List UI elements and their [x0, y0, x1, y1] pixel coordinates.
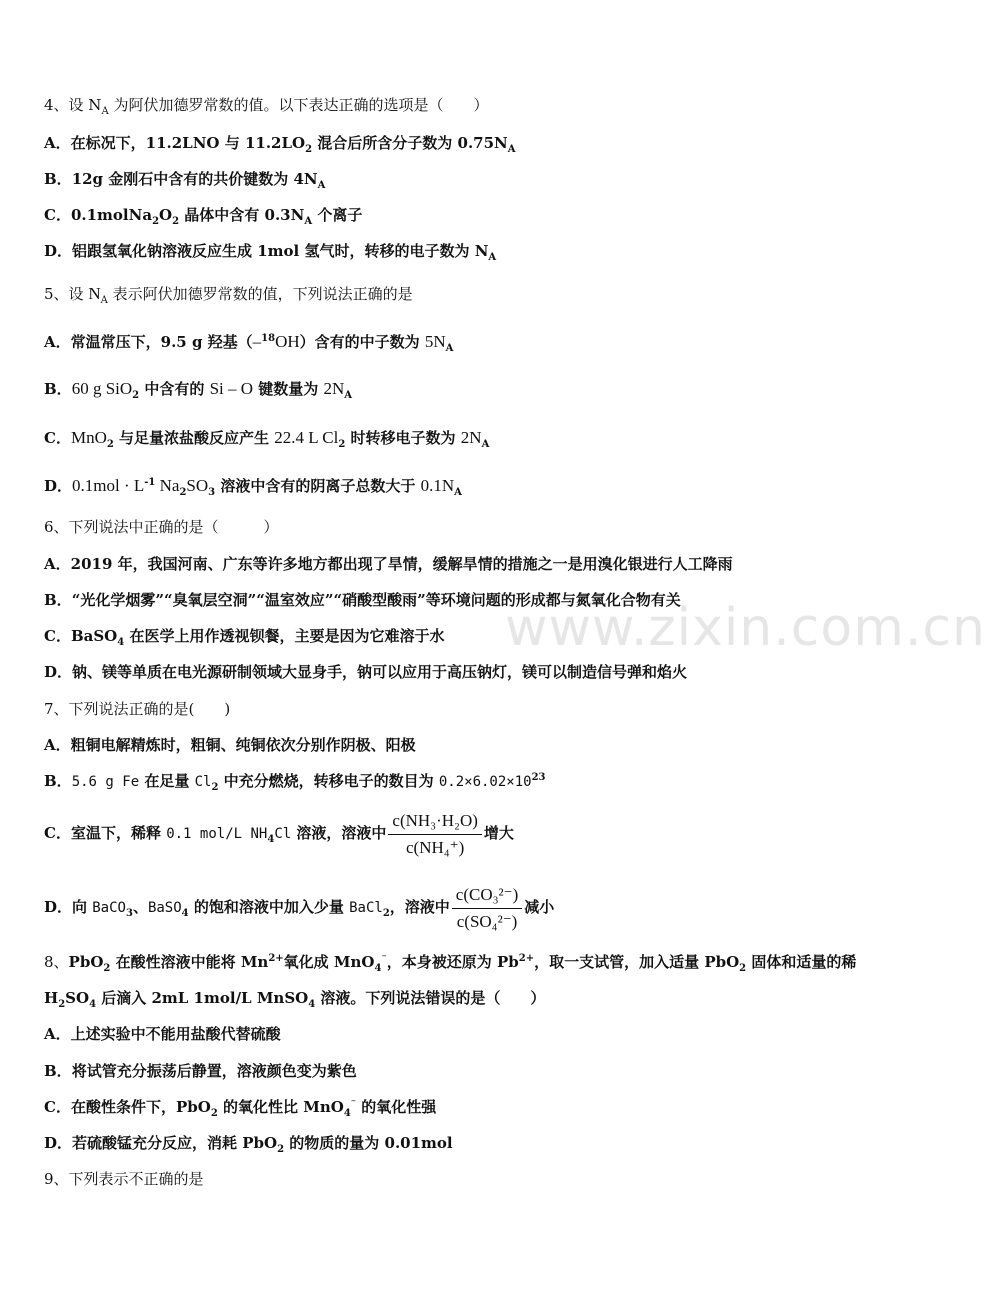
question-7-option-c: C．室温下，稀释 0.1 mol/L $NH_4Cl$ 溶液，溶液中 $\frac{\text{c(NH₃·H₂O)}}{\text{c(NH₄⁺)}}$ 增大 — [44, 810, 514, 857]
question-4-option-d: D．铝跟氢氧化钠溶液反应生成 1mol 氢气时，转移的电子数为 $N_A$ — [44, 242, 497, 263]
question-5-stem: 5、设 $N_A$ 表示阿伏加德罗常数的值，下列说法正确的是 — [44, 284, 413, 306]
question-6-option-a: A．2019 年，我国河南、广东等许多地方都出现了旱情，缓解旱情的措施之一是用溴化银进行人工降雨 — [44, 555, 733, 573]
question-8-option-b: B．将试管充分振荡后静置，溶液颜色变为紫色 — [44, 1062, 357, 1080]
question-6-option-d: D．钠、镁等单质在电光源研制领域大显身手，钠可以应用于高压钠灯，镁可以制造信号弹和焰火 — [44, 663, 688, 681]
watermark: www.zixin.com.cn — [505, 598, 986, 658]
question-5-option-d: D．$0.1mol \cdot L^{-1}$ $Na_2SO_3$ 溶液中含有的阴离子总数大于 $0.1N_A$ — [44, 476, 462, 498]
question-5-option-a: A．常温常压下，9.5 g 羟基（–$^{18}$OH）含有的中子数为 $5N_A$ — [44, 332, 454, 354]
question-4-option-c: C．$0.1molNa_2O_2$ 晶体中含有 $0.3N_A$ 个离子 — [44, 206, 363, 227]
fraction-co3-over-so4: $\frac{\text{c(CO₃²⁻)}}{\text{c(SO₄²⁻)}}$ — [452, 884, 522, 933]
question-9-stem: 9、下列表示不正确的是 — [44, 1170, 204, 1188]
question-7-stem: 7、下列说法正确的是( ) — [44, 700, 231, 718]
question-8-stem-line-2: $H_2SO_4$ 后滴入 2mL 1mol/L MnSO$_4$ 溶液。下列说法错误的是（ ） — [44, 989, 546, 1010]
question-6-option-b: B．“光化学烟雾”“臭氧层空洞”“温室效应”“硝酸型酸雨”等环境问题的形成都与氮氧化合物有关 — [44, 591, 681, 609]
question-7-option-b: B．5.6 g Fe 在足量 $Cl_2$ 中充分燃烧，转移电子的数目为 $0.2\times 6.02\times 10^{23}$ — [44, 772, 546, 793]
question-8-option-c: C．在酸性条件下，PbO$_2$ 的氧化性比 MnO$_4$⁻ 的氧化性强 — [44, 1098, 437, 1119]
fraction-nh3h2o-over-nh4: $\frac{\text{c(NH₃·H₂O)}}{\text{c(NH₄⁺)}}$ — [388, 810, 482, 859]
question-6-option-c: C．BaSO$_4$ 在医学上用作透视钡餐，主要是因为它难溶于水 — [44, 627, 445, 648]
question-6-stem: 6、下列说法中正确的是（ ） — [44, 518, 279, 536]
question-4-option-a: A．在标况下，11.2LNO 与 $11.2LO_2$ 混合后所含分子数为 $0.75N_A$ — [44, 134, 516, 155]
question-8-option-d: D．若硫酸锰充分反应，消耗 PbO$_2$ 的物质的量为 0.01mol — [44, 1134, 453, 1155]
question-8-option-a: A．上述实验中不能用盐酸代替硫酸 — [44, 1025, 281, 1043]
question-4-stem: 4、设 $N_A$ 为阿伏加德罗常数的值。以下表达正确的选项是（ ） — [44, 96, 489, 117]
question-7-option-a: A．粗铜电解精炼时，粗铜、纯铜依次分别作阴极、阳极 — [44, 736, 416, 754]
question-4-option-b: B．12g 金刚石中含有的共价键数为 $4N_A$ — [44, 170, 326, 191]
question-5-option-b: B．60 g SiO$_2$ 中含有的 Si – O 键数量为 $2N_A$ — [44, 379, 353, 401]
question-5-option-c: C．MnO$_2$ 与足量浓盐酸反应产生 22.4 L $Cl_2$ 时转移电子数为 $2N_A$ — [44, 428, 490, 450]
question-8-stem-line-1: 8、PbO$_2$ 在酸性溶液中能将 $Mn^{2+}$氧化成 MnO$_4$⁻，本身被还原为 $Pb^{2+}$，取一支试管，加入适量 PbO$_2$ 固体和适量的稀 — [44, 953, 857, 974]
question-7-option-d: D．向 BaCO$_3$、BaSO$_4$ 的饱和溶液中加入少量 BaCl$_2$，溶液中 $\frac{\text{c(CO₃²⁻)}}{\text{c(SO₄²⁻)}}$ 减小 — [44, 884, 555, 931]
